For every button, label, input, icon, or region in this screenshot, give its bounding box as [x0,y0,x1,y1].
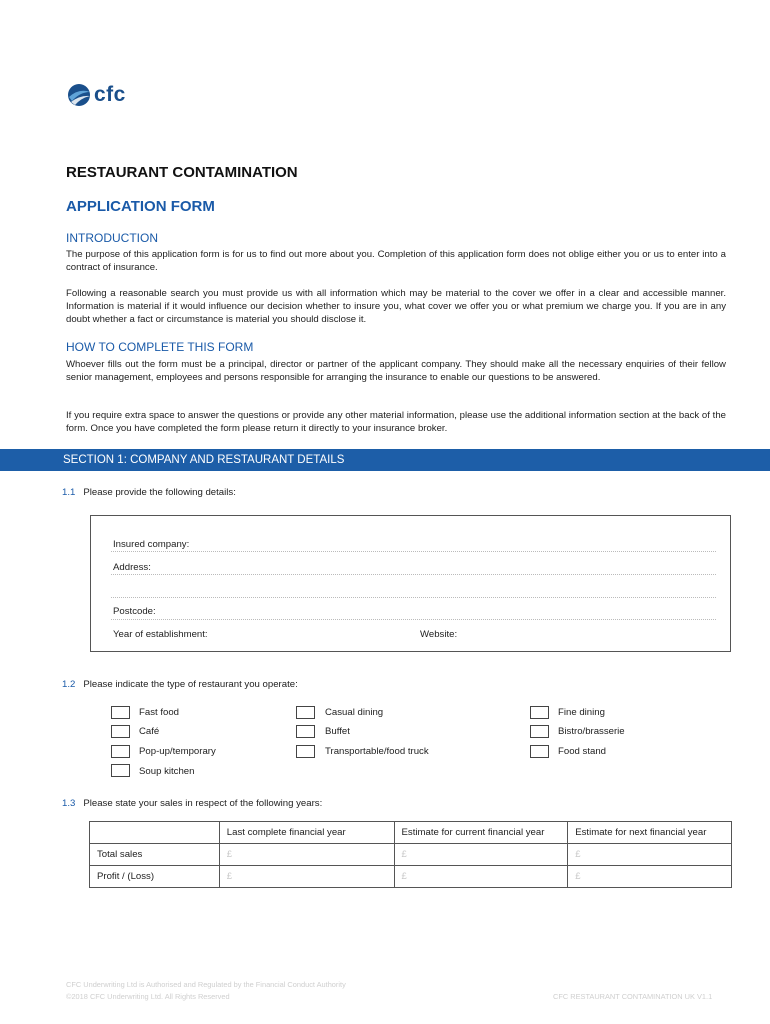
food-truck-checkbox[interactable] [296,745,315,758]
postcode-input[interactable] [111,619,716,620]
soup-kitchen-label: Soup kitchen [139,766,195,777]
question-1-2 [62,679,298,690]
bistro-checkbox[interactable] [530,725,549,738]
fast-food-checkbox[interactable] [111,706,130,719]
buffet-label: Buffet [325,726,350,737]
insured-company-input[interactable] [111,551,716,552]
popup-label: Pop-up/temporary [139,746,216,757]
row-label: Profit / (Loss) [90,866,220,888]
website-label: Website: [420,629,458,640]
popup-checkbox[interactable] [111,745,130,758]
company-details-box [90,515,731,652]
casual-dining-checkbox[interactable] [296,706,315,719]
cfc-logo-icon [66,82,92,108]
how-to-paragraph-2: If you require extra space to answer the questions or provide any other material information, please use the additional information section at the back of the form. Once you have completed the form please return it directly to your insurance broker. [66,410,726,435]
food-stand-label: Food stand [558,746,607,757]
footer-form-reference: CFC RESTAURANT CONTAMINATION UK V1.1 [553,992,713,1001]
buffet-checkbox[interactable] [296,725,315,738]
address-input-line-2[interactable] [111,597,716,598]
question-text: Please provide the following details: [83,487,236,498]
intro-paragraph-1: The purpose of this application form is for us to find out more about you. Completion of this application form does not oblige either you or us to enter into a contract of insurance. [66,249,726,274]
row-label: Total sales [90,844,220,866]
logo-wordmark: cfc [94,83,126,106]
table-header: Estimate for current financial year [394,822,568,844]
profit-current-year-input[interactable]: £ [394,866,568,888]
year-established-label: Year of establishment: [113,629,208,640]
form-subtitle: APPLICATION FORM [66,198,215,215]
how-to-heading: HOW TO COMPLETE THIS FORM [66,340,254,354]
casual-dining-label: Casual dining [325,707,384,718]
cafe-checkbox[interactable] [111,725,130,738]
how-to-paragraph-1: Whoever fills out the form must be a principal, director or partner of the applicant company. They should make all the necessary enquiries of their fellow senior management, employees and persons responsible for arranging the insurance to enable our questions to be answered. [66,359,726,384]
form-title: RESTAURANT CONTAMINATION [66,164,298,181]
cfc-logo [66,82,126,108]
intro-paragraph-2: Following a reasonable search you must provide us with all information which may be material to the cover we offer in a clear and accessible manner. Information is material if it would influence our decision whether to insure you, what cover we offer you or what premium we charge you. If you are in any doubt whether a fact or circumstance is material you should disclose it. [66,288,726,326]
address-label: Address: [113,562,151,573]
sales-table [89,821,732,888]
question-1-1 [62,487,236,498]
question-number: 1.3 [62,798,76,809]
insured-company-label: Insured company: [113,539,190,550]
question-text: Please indicate the type of restaurant you operate: [83,679,298,690]
intro-heading: INTRODUCTION [66,231,158,245]
section-1-header [0,449,770,471]
profit-next-year-input[interactable]: £ [568,866,732,888]
total-sales-last-year-input[interactable]: £ [219,844,394,866]
bistro-label: Bistro/brasserie [558,726,625,737]
cafe-label: Café [139,726,160,737]
table-header-row [90,822,732,844]
postcode-label: Postcode: [113,606,156,617]
question-1-3 [62,798,322,809]
footer-regulatory-text: CFC Underwriting Ltd is Authorised and Regulated by the Financial Conduct Authority [66,980,346,989]
table-header [90,822,220,844]
soup-kitchen-checkbox[interactable] [111,764,130,777]
footer-copyright: ©2018 CFC Underwriting Ltd. All Rights Reserved [66,992,230,1001]
total-sales-next-year-input[interactable]: £ [568,844,732,866]
question-number: 1.1 [62,487,76,498]
fast-food-label: Fast food [139,707,179,718]
fine-dining-label: Fine dining [558,707,605,718]
food-truck-label: Transportable/food truck [325,746,429,757]
table-row [90,866,732,888]
food-stand-checkbox[interactable] [530,745,549,758]
table-header: Estimate for next financial year [568,822,732,844]
fine-dining-checkbox[interactable] [530,706,549,719]
address-input-line-1[interactable] [111,574,716,575]
table-header: Last complete financial year [219,822,394,844]
table-row [90,844,732,866]
question-number: 1.2 [62,679,76,690]
section-1-title: SECTION 1: COMPANY AND RESTAURANT DETAILS [63,454,345,466]
question-text: Please state your sales in respect of the following years: [83,798,323,809]
total-sales-current-year-input[interactable]: £ [394,844,568,866]
profit-last-year-input[interactable]: £ [219,866,394,888]
